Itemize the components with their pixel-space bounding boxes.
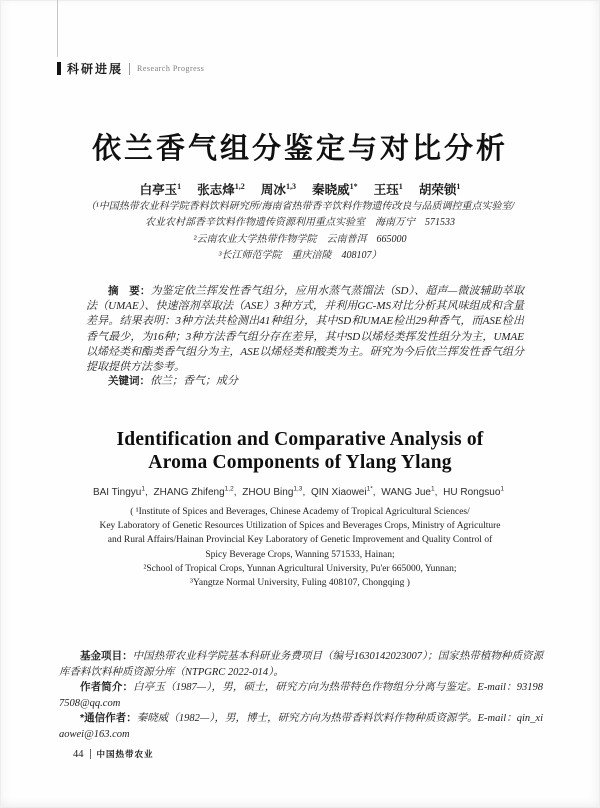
author-name: BAI Tingyu (92, 487, 142, 499)
affiliations-en (0, 505, 600, 590)
section-title-cn: 科研进展 (67, 62, 124, 76)
footnotes (59, 649, 543, 743)
abstract-text: 为鉴定依兰挥发性香气组分，应用水蒸气蒸馏法（SD）、超声—微波辅助萃取法（UMAE）、快速溶剂萃取法（ASE）3种方式，并利用GC-MS对比分析其风味组成和含量差异。结果表明：3种方法共检测出41种组分，其中SD和UMAE检出29种香气，而ASE检出香气最少，为16种；3种方法香气组分存在差异，其中SD以烯烃类挥发性组分为主，UMAE以烯烃类和酯类香气组分为主，ASE以烯烃类和酸类为主。研究为今后依兰挥发性香气组分提取提供方法参考。 (86, 285, 524, 374)
section-header (57, 60, 204, 77)
author-superscript: 1 (500, 486, 505, 493)
affiliation-line-en: ²School of Tropical Crops, Yunnan Agricultural University, Pu'er 665000, Yunnan; (143, 563, 457, 574)
article-title-en (0, 428, 600, 474)
abstract (86, 284, 524, 375)
author-superscript: 1,3 (293, 486, 303, 493)
author-separator: , (233, 487, 237, 499)
author-cn (374, 183, 403, 197)
affiliations-cn (0, 199, 600, 264)
author-en (242, 487, 305, 498)
affiliation-line-en: Key Laboratory of Genetic Resources Utilization of Spices and Beverages Crops, Ministry of Agriculture (99, 521, 501, 532)
footer-divider (90, 749, 91, 759)
author-en (93, 487, 148, 498)
authors-en (0, 486, 600, 498)
author-name: HU Rongsuo (443, 487, 501, 499)
affiliation-line-en: ³Yangtze Normal University, Fuling 408107, Chongqing ) (190, 578, 410, 589)
author-cn (261, 183, 296, 197)
keywords (86, 374, 524, 389)
author-superscript: 1 (430, 486, 435, 493)
affiliation-line-cn: ³长江师范学院 重庆涪陵 408107） (218, 249, 382, 261)
section-title-en: Research Progress (137, 64, 205, 73)
keywords-label: 关键词： (108, 375, 150, 387)
page-number: 44 (73, 748, 84, 760)
funding-text: 中国热带农业科学院基本科研业务费项目（编号1630142023007）；国家热带植物种质资源库香料饮料种质资源分库（NTPGRC 2022-014）。 (59, 651, 544, 678)
author-name: ZHOU Bing (242, 487, 294, 499)
article-title-cn: 依兰香气组分鉴定与对比分析 (91, 133, 508, 165)
author-separator: , (302, 487, 306, 499)
author-superscript: 1,2 (234, 181, 245, 191)
corresponding-author-note (59, 711, 543, 742)
author-name: 周冰 (260, 183, 286, 197)
author-bio-note (59, 680, 543, 711)
author-name: 张志烽 (197, 183, 235, 197)
funding-note (59, 649, 543, 680)
author-superscript: 1* (349, 181, 358, 191)
author-superscript: 1 (398, 181, 403, 191)
title-en-line: Identification and Comparative Analysis of (116, 429, 484, 450)
affiliation-line-cn: ²云南农业大学热带作物学院 云南普洱 665000 (193, 233, 407, 245)
top-edge-rule (57, 0, 58, 57)
affiliation-line-en: ( ¹Institute of Spices and Beverages, Chinese Academy of Tropical Agricultural Sciences/ (130, 507, 470, 517)
section-marker-bar (57, 62, 61, 75)
author-separator: , (372, 487, 376, 499)
author-en (443, 487, 504, 498)
author-name: 秦晓威 (312, 183, 350, 197)
affiliation-line-en: Spicy Beverage Crops, Wanning 571533, Hainan; (205, 549, 395, 560)
authors-cn (0, 180, 600, 198)
author-name: ZHANG Zhifeng (153, 487, 225, 499)
corresponding-author-text: 秦晓威（1982—），男，博士，研究方向为热带香料饮料作物种质资源学。E-mail：qin_xiaowei@163.com (59, 713, 543, 740)
abstract-label: 摘 要： (108, 285, 151, 297)
author-en (381, 487, 437, 498)
affiliation-line-cn: 农业农村部香辛饮料作物遗传资源利用重点实验室 海南万宁 571533 (145, 217, 455, 229)
author-name: 王珏 (373, 183, 399, 197)
author-cn (140, 183, 182, 197)
author-separator: , (434, 487, 438, 499)
title-en-line: Aroma Components of Ylang Ylang (148, 452, 452, 473)
author-bio-label: 作者简介： (80, 681, 134, 694)
author-superscript: 1* (366, 486, 373, 493)
author-cn (419, 183, 461, 197)
funding-label: 基金项目： (80, 650, 133, 662)
author-name: 胡荣锁 (418, 183, 457, 197)
author-name: 白亭玉 (139, 183, 178, 197)
page-footer (73, 748, 154, 760)
keywords-text: 依兰；香气；成分 (150, 375, 238, 387)
journal-name: 中国热带农业 (96, 749, 154, 759)
author-name: QIN Xiaowei (311, 487, 367, 499)
author-en (154, 487, 237, 498)
author-separator: , (144, 487, 148, 499)
corresponding-author-label: *通信作者： (80, 712, 137, 725)
author-superscript: 1,3 (285, 181, 296, 191)
author-name: WANG Jue (381, 487, 431, 499)
affiliation-line-cn: （¹中国热带农业科学院香料饮料研究所/海南省热带香辛饮料作物遗传改良与品质调控重点实验室/ (85, 201, 515, 212)
author-superscript: 1 (456, 181, 461, 191)
affiliation-line-en: and Rural Affairs/Hainan Provincial Key Laboratory of Genetic Improvement and Quality Control of (107, 535, 493, 546)
author-superscript: 1 (177, 181, 182, 191)
section-divider (129, 63, 130, 75)
author-cn (312, 183, 358, 197)
author-superscript: 1,2 (224, 486, 234, 493)
author-en (311, 487, 376, 498)
author-bio-text: 白亭玉（1987—），男，硕士，研究方向为热带特色作物组分分离与鉴定。E-mail：931987508@qq.com (59, 682, 543, 709)
author-cn (197, 183, 245, 197)
author-superscript: 1 (141, 486, 145, 493)
